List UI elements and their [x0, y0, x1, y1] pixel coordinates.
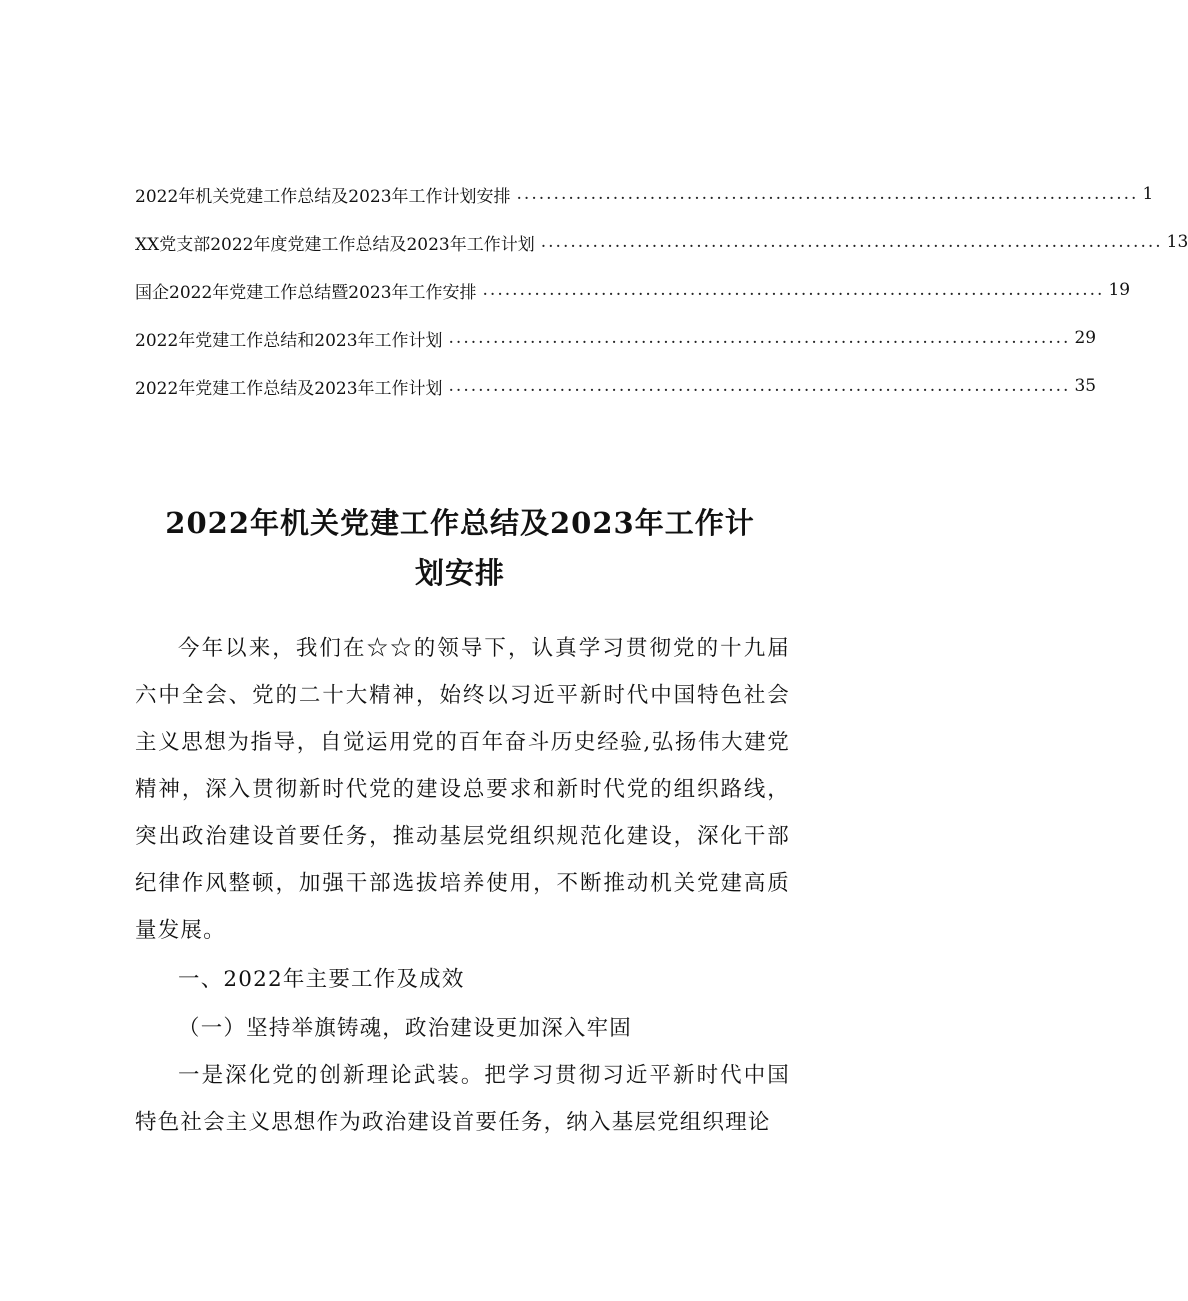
toc-leader-dots: ....................................................................................	[516, 184, 1139, 204]
document-title	[135, 498, 785, 598]
toc-entry-title: 国企2022年党建工作总结暨2023年工作安排	[135, 282, 477, 303]
toc-entry[interactable]	[135, 314, 1097, 362]
toc-entry-page: 19	[1108, 280, 1131, 300]
document-body	[135, 625, 790, 1146]
table-of-contents	[135, 170, 1188, 410]
toc-entry[interactable]	[135, 362, 1097, 410]
toc-entry-page: 35	[1074, 376, 1097, 396]
toc-entry[interactable]	[135, 266, 1131, 314]
toc-leader-dots: ....................................................................................	[482, 280, 1105, 300]
toc-entry-title: XX党支部2022年度党建工作总结及2023年工作计划	[135, 234, 535, 255]
section-heading: 一、2022年主要工作及成效	[178, 967, 465, 992]
toc-entry-title: 2022年机关党建工作总结及2023年工作计划安排	[135, 186, 511, 207]
subsection-heading: （一）坚持举旗铸魂，政治建设更加深入牢固	[178, 1016, 633, 1041]
toc-entry[interactable]	[135, 218, 1188, 266]
document-title-line-2: 划安排	[414, 556, 505, 590]
toc-entry-page: 29	[1074, 328, 1097, 348]
toc-entry-title: 2022年党建工作总结及2023年工作计划	[135, 378, 443, 399]
toc-entry-page: 1	[1142, 184, 1154, 204]
toc-entry[interactable]	[135, 170, 1154, 218]
toc-entry-title: 2022年党建工作总结和2023年工作计划	[135, 330, 443, 351]
intro-paragraph: 今年以来，我们在☆☆的领导下，认真学习贯彻党的十九届六中全会、党的二十大精神，始终以习近平新时代中国特色社会主义思想为指导，自觉运用党的百年奋斗历史经验,弘扬伟大建党精神，深入贯彻新时代党的建设总要求和新时代党的组织路线，突出政治建设首要任务，推动基层党组织规范化建设，深化干部纪律作风整顿，加强干部选拔培养使用，不断推动机关党建高质量发展。	[135, 636, 790, 943]
toc-leader-dots: ....................................................................................	[448, 376, 1071, 396]
document-title-line-1: 2022年机关党建工作总结及2023年工作计	[165, 506, 755, 540]
body-paragraph: 一是深化党的创新理论武装。把学习贯彻习近平新时代中国特色社会主义思想作为政治建设首要任务，纳入基层党组织理论	[135, 1063, 790, 1135]
toc-leader-dots: ....................................................................................	[540, 232, 1163, 252]
toc-leader-dots: ....................................................................................	[448, 328, 1071, 348]
toc-entry-page: 13	[1166, 232, 1188, 252]
